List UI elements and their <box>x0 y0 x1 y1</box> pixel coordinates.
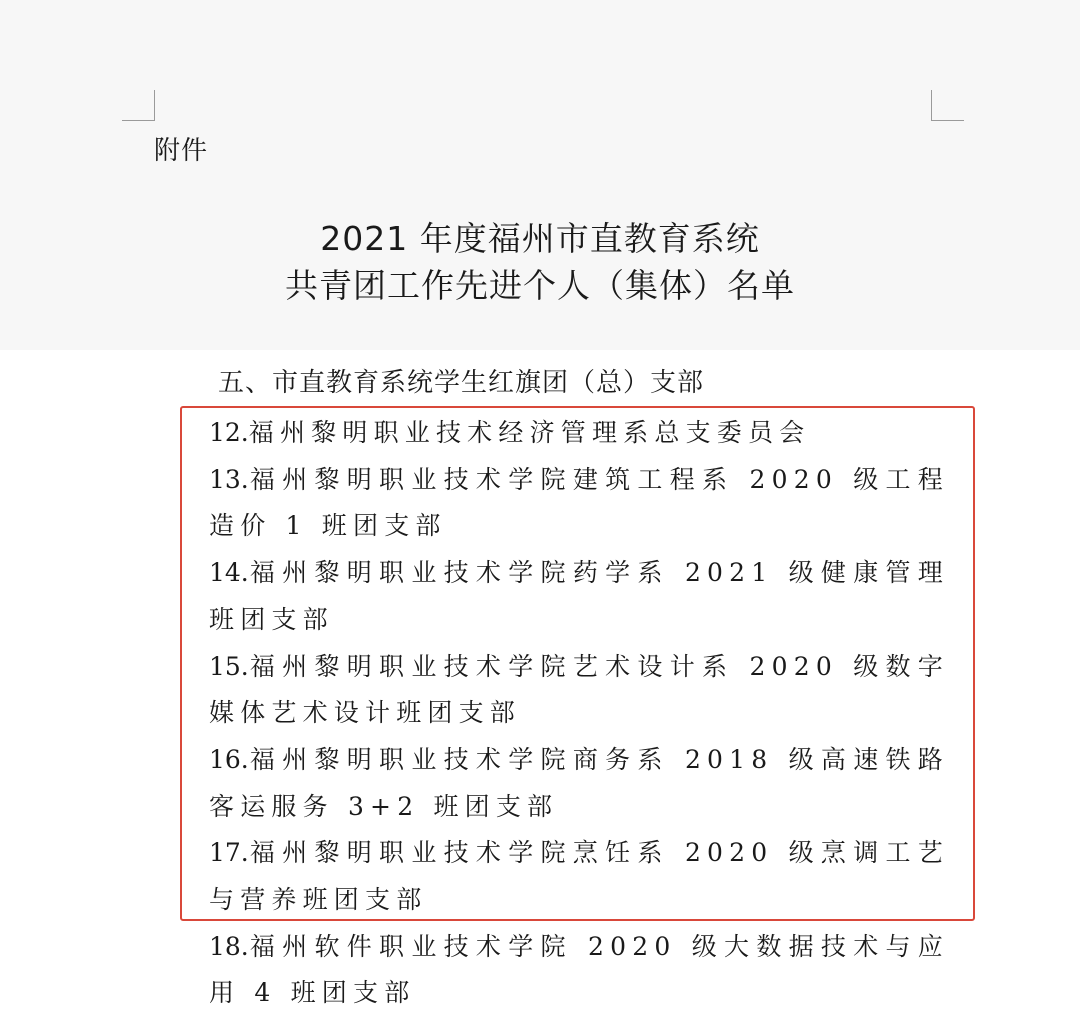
list-item <box>209 830 949 923</box>
list-item <box>209 410 949 457</box>
entry-text: 福州软件职业技术学院 2020 级大数据技术与应用 4 班团支部 <box>209 931 949 1008</box>
list-item <box>209 550 949 643</box>
entry-text: 福州黎明职业技术学院建筑工程系 2020 级工程造价 1 班团支部 <box>209 464 949 541</box>
entry-number: 17. <box>209 838 249 868</box>
section-heading: 五、市直教育系统学生红旗团（总）支部 <box>218 368 705 398</box>
attachment-label: 附件 <box>154 136 209 166</box>
entry-number: 18. <box>209 931 249 961</box>
honor-list <box>209 410 949 1017</box>
crop-mark-right <box>931 90 964 121</box>
list-item <box>209 737 949 830</box>
entry-number: 13. <box>209 464 249 494</box>
list-item <box>209 924 949 1017</box>
list-item <box>209 457 949 550</box>
entry-text: 福州黎明职业技术学院艺术设计系 2020 级数字媒体艺术设计班团支部 <box>209 651 949 728</box>
entry-number: 14. <box>209 558 249 588</box>
entry-text: 福州黎明职业技术学院药学系 2021 级健康管理班团支部 <box>209 558 949 634</box>
entry-text: 福州黎明职业技术经济管理系总支委员会 <box>248 418 811 447</box>
entry-text: 福州黎明职业技术学院烹饪系 2020 级烹调工艺与营养班团支部 <box>209 838 949 915</box>
crop-mark-left <box>122 90 155 121</box>
document-title-line-1: 2021 年度福州市直教育系统 <box>320 219 760 258</box>
entry-number: 15. <box>209 651 249 681</box>
entry-number: 12. <box>209 418 249 447</box>
list-item <box>209 644 949 737</box>
entry-text: 福州黎明职业技术学院商务系 2018 级高速铁路客运服务 3+2 班团支部 <box>209 744 949 821</box>
document-title-line-2: 共青团工作先进个人（集体）名单 <box>285 266 795 305</box>
entry-number: 16. <box>209 744 249 774</box>
